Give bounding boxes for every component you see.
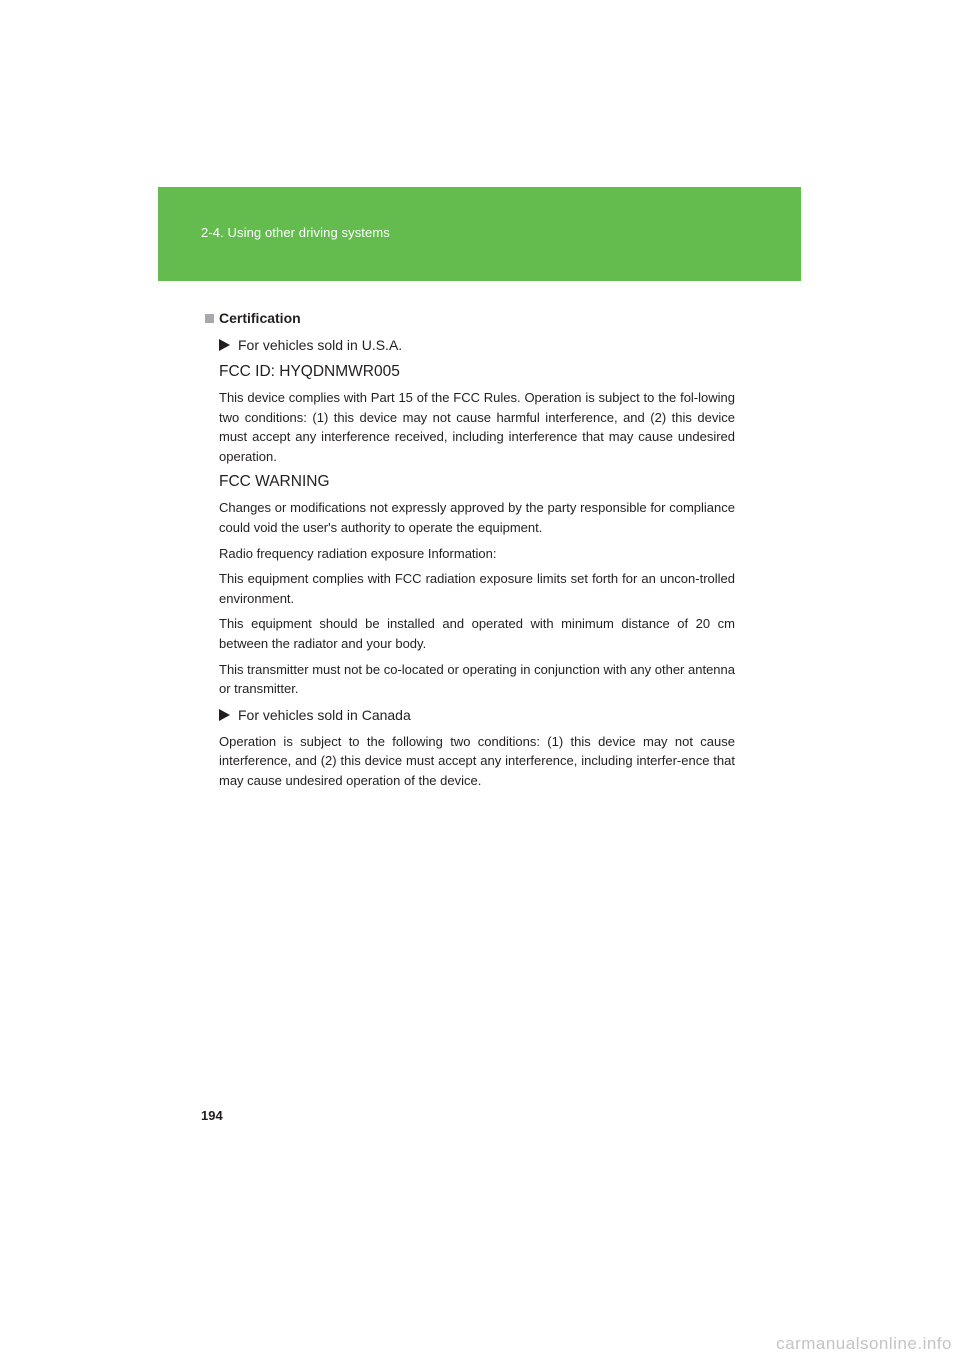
canada-paragraph: Operation is subject to the following two conditions: (1) this device may not cause interference, and (2) this device must accept any interference, including interfer-ence that may cause undesired operation of the device.: [219, 733, 735, 788]
header-band: [158, 187, 801, 281]
watermark: carmanualsonline.info: [776, 1334, 952, 1353]
compliance-paragraph: This device complies with Part 15 of the FCC Rules. Operation is subject to the fol-lowing two conditions: (1) this device may not cause harmful interference, and (2) this device must accept any interference received, including interference that may cause undesired operation.: [219, 390, 735, 464]
radio-paragraph-3: This transmitter must not be co-located or operating in conjunction with any other antenna or transmitter.: [219, 661, 735, 697]
canada-label: For vehicles sold in Canada: [238, 706, 411, 723]
arrow-right-icon: [219, 709, 230, 721]
certification-heading-text: Certification: [219, 310, 301, 326]
page-number: 194: [201, 1108, 223, 1123]
radio-paragraph-2: This equipment should be installed and operated with minimum distance of 20 cm between the radiator and your body.: [219, 616, 735, 651]
usa-label: For vehicles sold in U.S.A.: [238, 337, 403, 353]
warning-paragraph: Changes or modifications not expressly approved by the party responsible for compliance could void the user's authority to operate the equipment.: [219, 500, 735, 535]
square-bullet-icon: [205, 314, 214, 323]
canada-subheading: [219, 705, 735, 725]
fcc-id: FCC ID: HYQDNMWR005: [219, 363, 400, 380]
section-title: 2-4. Using other driving systems: [201, 225, 390, 240]
certification-body: [219, 335, 735, 791]
certification-heading: [205, 308, 735, 328]
page-content: [205, 308, 735, 797]
fcc-warning-title: FCC WARNING: [219, 473, 330, 491]
radio-heading: Radio frequency radiation exposure Information:: [219, 545, 497, 561]
radio-paragraph-1: This equipment complies with FCC radiation exposure limits set forth for an uncon-trolled environment.: [219, 571, 735, 606]
arrow-right-icon: [219, 339, 230, 351]
usa-subheading: [219, 335, 735, 355]
